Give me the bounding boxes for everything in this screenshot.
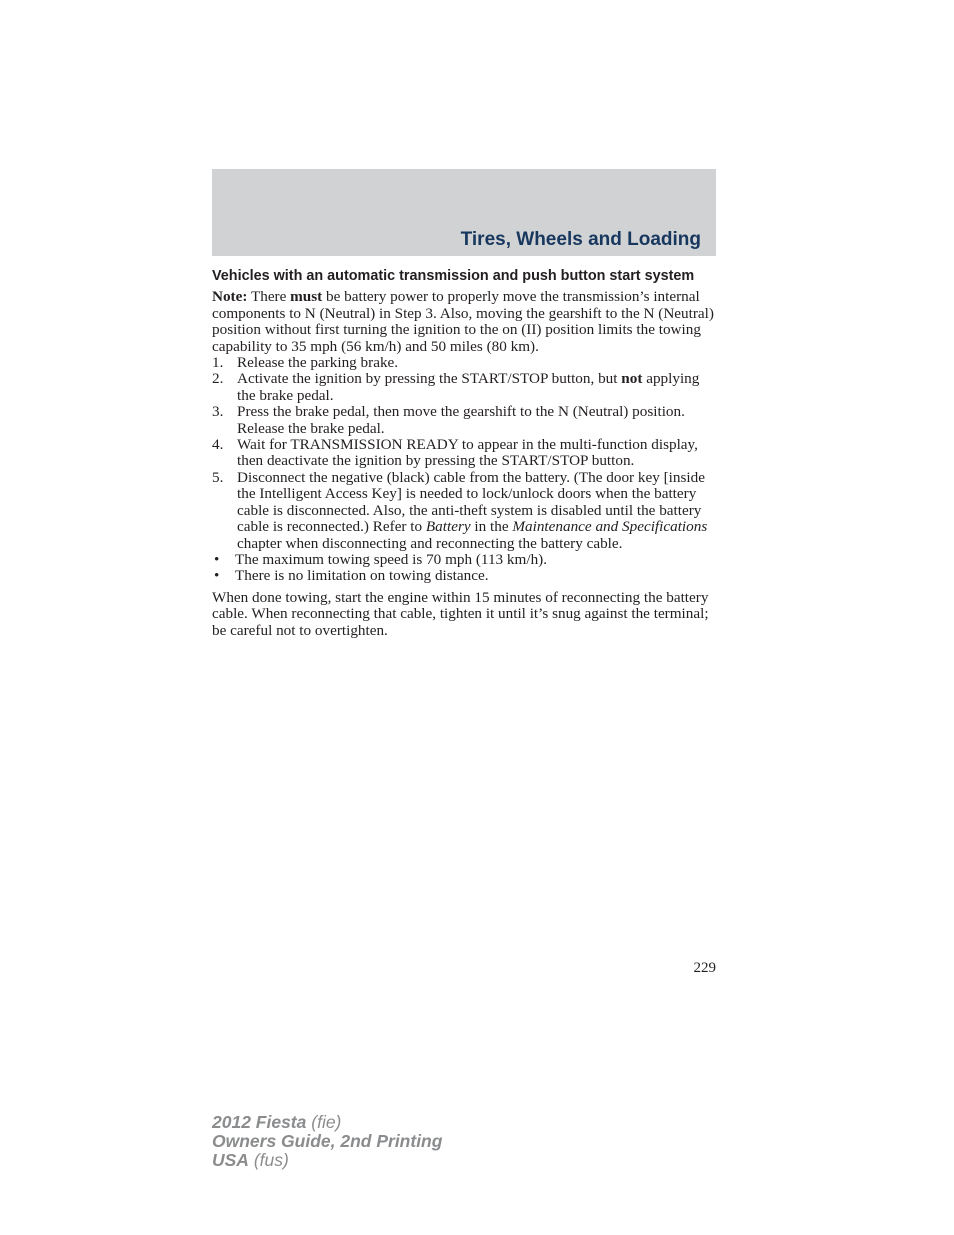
list-item: [212, 404, 716, 437]
note-paragraph: [212, 289, 716, 355]
page-content: [212, 268, 716, 639]
footer-line-market: [212, 1151, 442, 1170]
header-band: [212, 169, 716, 256]
step-emphasis-not: not: [621, 370, 643, 388]
step-text: Disconnect the negative (black) cable from the battery. (The door key [inside the Intelligent Access Key] is needed to lock/unlock doors when the battery cable is disconnected. Also, the anti-theft system is disabled until the battery cable is reconnected.) Refer to: [237, 468, 705, 536]
bullet-icon: •: [214, 550, 220, 568]
footer-model-code: (fie): [311, 1112, 342, 1132]
step-text: applying the brake pedal.: [237, 370, 700, 404]
footer-model: 2012 Fiesta: [212, 1112, 307, 1132]
bullet-text: The maximum towing speed is 70 mph (113 km/h).: [235, 550, 548, 568]
footer: [212, 1113, 442, 1170]
list-item: [212, 568, 716, 584]
bullets-list: [212, 552, 716, 585]
list-item: [212, 371, 716, 404]
step-text: Wait for TRANSMISSION READY to appear in the multi-function display, then deactivate the ignition by pressing the START/STOP button.: [237, 436, 698, 470]
step-number: 4.: [212, 436, 224, 454]
bullet-icon: •: [214, 567, 220, 585]
list-item: [212, 470, 716, 552]
step-text: Press the brake pedal, then move the gearshift to the N (Neutral) position. Release the brake pedal.: [237, 403, 685, 437]
closing-paragraph: When done towing, start the engine within 15 minutes of reconnecting the battery cable. When reconnecting that cable, tighten it until it’s snug against the terminal; be careful not to overtighten.: [212, 588, 709, 639]
step-number: 2.: [212, 370, 224, 388]
step-text: chapter when disconnecting and reconnecting the battery cable.: [237, 534, 623, 552]
list-item: [212, 437, 716, 470]
step-text: Activate the ignition by pressing the START/STOP button, but: [237, 370, 622, 388]
footer-line-guide: [212, 1132, 442, 1151]
footer-market-code: (fus): [253, 1150, 289, 1170]
step-ref-battery: Battery: [425, 518, 471, 536]
footer-market: USA: [212, 1150, 249, 1170]
step-number: 1.: [212, 354, 224, 372]
list-item: [212, 552, 716, 568]
footer-line-model: [212, 1113, 442, 1132]
footer-guide: Owners Guide, 2nd Printing: [212, 1131, 443, 1151]
step-ref-chapter: Maintenance and Specifications: [512, 518, 708, 536]
page-number: 229: [693, 960, 716, 976]
note-emphasis-must: must: [290, 288, 323, 306]
step-number: 3.: [212, 403, 224, 421]
step-number: 5.: [212, 468, 224, 486]
bullet-text: There is no limitation on towing distance.: [235, 567, 489, 585]
chapter-title: Tires, Wheels and Loading: [460, 229, 701, 250]
note-text-2: be battery power to properly move the transmission’s internal components to N (Neutral) in Step 3. Also, moving the gearshift to the N (Neutral) position without first turning the ignition to the on (II) position limits the towing capability to 35 mph (56 km/h) and 50 miles (80 km).: [212, 288, 714, 355]
step-text: in the: [470, 518, 513, 536]
list-item: [212, 355, 716, 371]
steps-list: [212, 355, 716, 552]
step-text: Release the parking brake.: [237, 354, 399, 372]
note-text-1: There: [247, 288, 291, 306]
section-heading: Vehicles with an automatic transmission and push button start system: [212, 268, 695, 284]
note-label: Note:: [212, 288, 248, 306]
